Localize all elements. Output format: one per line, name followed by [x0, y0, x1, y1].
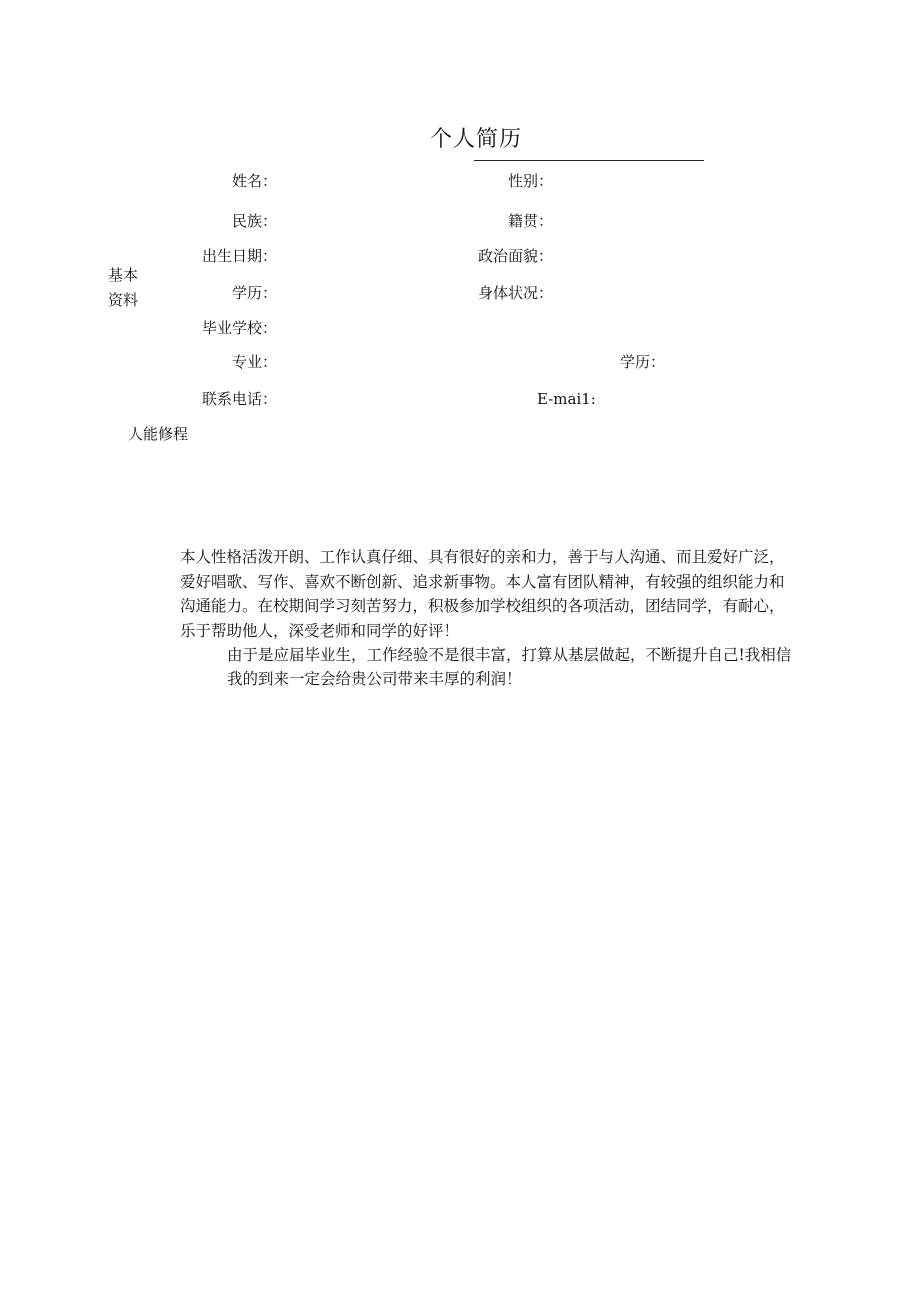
- self-intro-line: 由于是应届毕业生，工作经验不是很丰富，打算从基层做起，不断提升自己!我相信: [227, 646, 792, 664]
- field-native-place-label: 籍贯：: [507, 212, 553, 230]
- self-intro-line: 我的到来一定会给贵公司带来丰厚的利润！: [227, 670, 522, 688]
- section-label-basic: [108, 263, 138, 313]
- field-name-label: 姓名：: [231, 172, 277, 190]
- section-label-personal: 人能修程: [128, 425, 189, 443]
- field-school-label: 毕业学校：: [201, 319, 277, 337]
- section-label-basic-line2: 资料: [108, 291, 139, 309]
- field-political-status-label: 政治面貌：: [477, 247, 553, 265]
- page-title: 个人简历: [430, 127, 523, 152]
- title-underline: [474, 160, 704, 161]
- field-ethnicity-label: 民族：: [231, 212, 277, 230]
- section-label-basic-line1: 基本: [108, 266, 139, 284]
- field-major-label: 专业：: [231, 353, 277, 371]
- field-email-label: E-mai1:: [537, 390, 596, 408]
- field-education-label: 学历：: [231, 284, 277, 302]
- field-education2-label: 学历：: [620, 353, 666, 371]
- self-intro-line: 乐于帮助他人，深受老师和同学的好评！: [180, 622, 460, 640]
- self-intro-line: 沟通能力。在校期间学习刻苦努力，积极参加学校组织的各项活动，团结同学，有耐心，: [180, 597, 785, 615]
- self-intro-line: 本人性格活泼开朗、工作认真仔细、具有很好的亲和力，善于与人沟通、而且爱好广泛，: [180, 548, 785, 566]
- field-gender-label: 性别：: [507, 172, 553, 190]
- self-intro-line: 爱好唱歌、写作、喜欢不断创新、追求新事物。本人富有团队精神，有较强的组织能力和: [180, 573, 785, 591]
- field-phone-label: 联系电话：: [201, 390, 277, 408]
- field-birth-date-label: 出生日期：: [201, 247, 277, 265]
- field-health-label: 身体状况：: [477, 284, 553, 302]
